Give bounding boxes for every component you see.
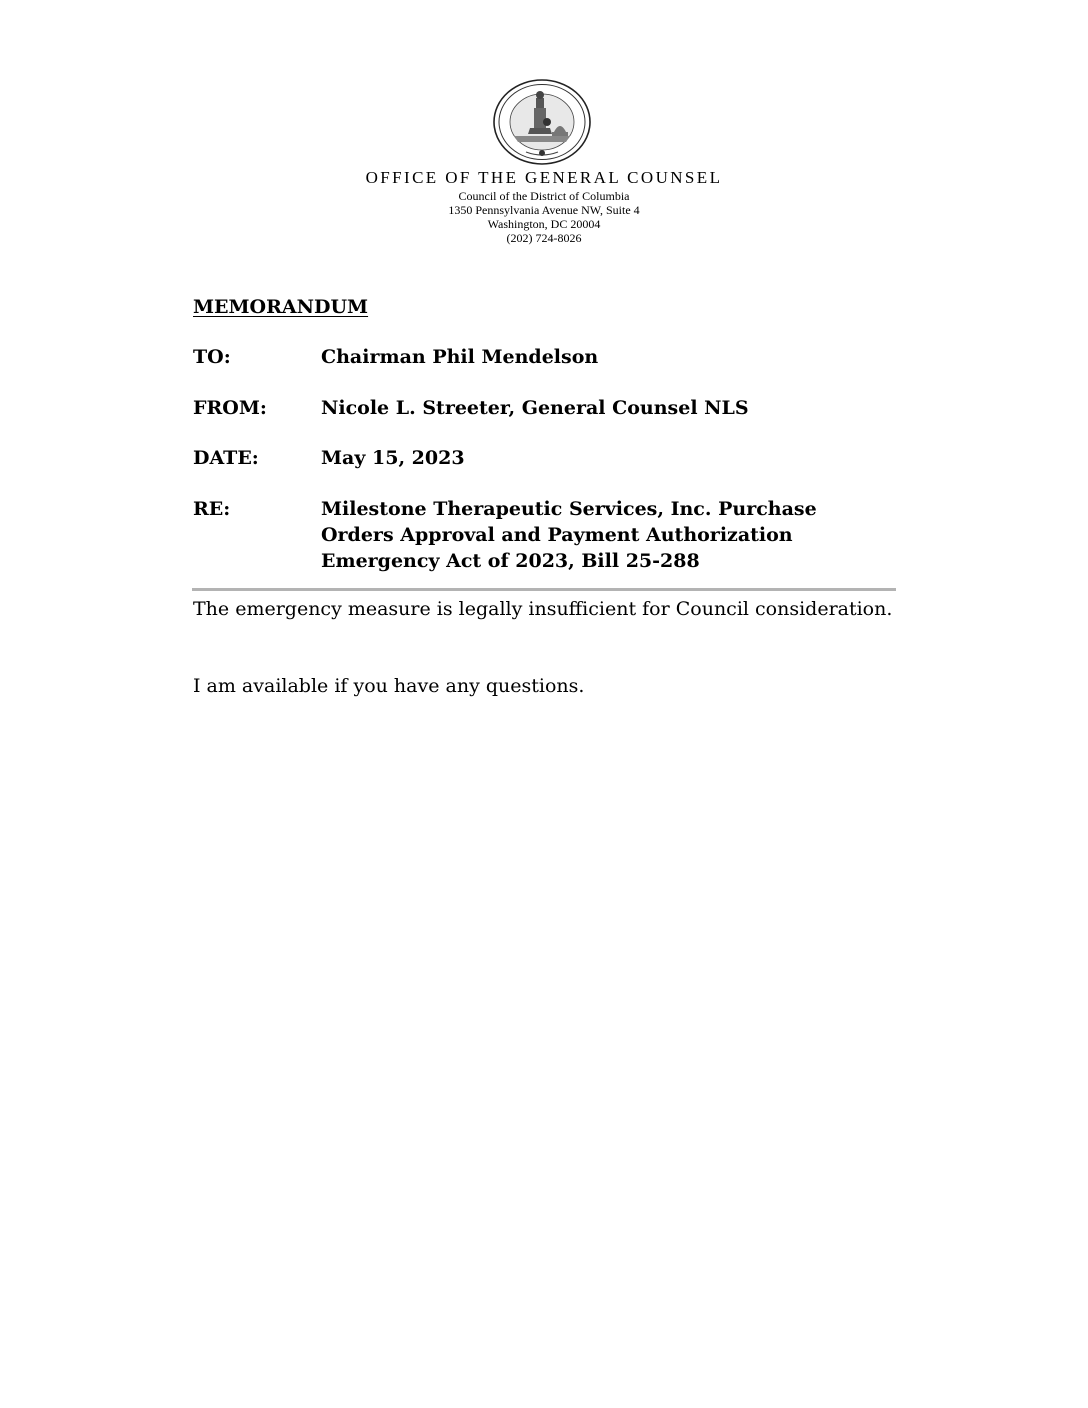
date-label: DATE: [193,447,259,469]
body-paragraph: I am available if you have any questions. [193,675,585,697]
from-label: FROM: [193,397,267,419]
council-name: Council of the District of Columbia [458,189,630,203]
memo-heading: MEMORANDUM [193,296,369,318]
date-value: May 15, 2023 [321,447,465,469]
re-line: Milestone Therapeutic Services, Inc. Purchase [321,498,817,520]
to-label: TO: [193,346,231,368]
street-address: 1350 Pennsylvania Avenue NW, Suite 4 [448,203,640,217]
office-address [0,189,1088,245]
dc-council-seal-icon [492,78,592,166]
to-value: Chairman Phil Mendelson [321,346,599,368]
from-value: Nicole L. Streeter, General Counsel NLS [321,397,749,419]
header-divider [192,588,896,591]
phone-number: (202) 724-8026 [506,231,582,245]
re-line: Emergency Act of 2023, Bill 25-288 [321,550,700,572]
office-title: OFFICE OF THE GENERAL COUNSEL [365,168,723,187]
re-value [321,496,881,574]
body-paragraph: The emergency measure is legally insufficient for Council consideration. [193,598,893,620]
city-state-zip: Washington, DC 20004 [487,217,601,231]
re-label: RE: [193,498,231,520]
re-line: Orders Approval and Payment Authorization [321,524,793,546]
